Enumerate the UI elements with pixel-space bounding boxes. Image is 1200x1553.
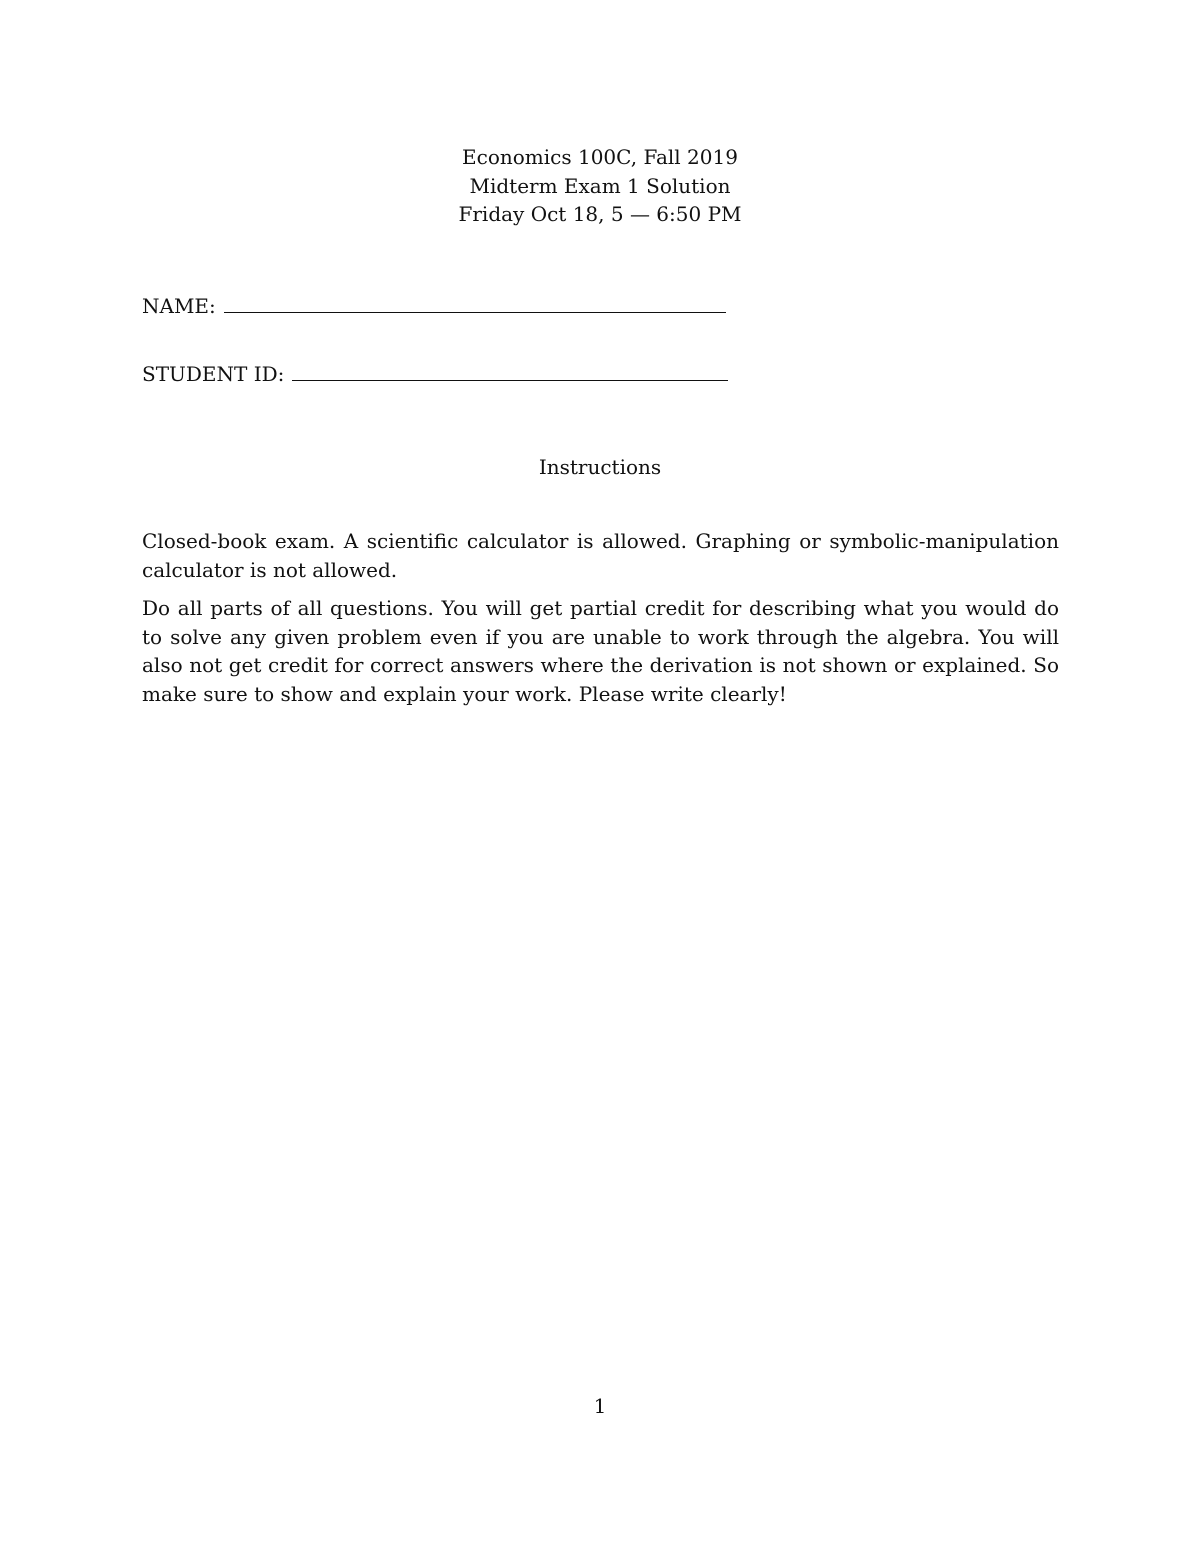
name-label: NAME:: [142, 294, 216, 318]
student-id-label: STUDENT ID:: [142, 362, 285, 386]
student-id-field[interactable]: [142, 360, 728, 388]
exam-title: Midterm Exam 1 Solution: [469, 173, 731, 198]
name-blank-line[interactable]: [224, 292, 726, 313]
student-id-blank-line[interactable]: [292, 360, 728, 381]
instructions-heading: Instructions: [538, 455, 662, 479]
page-number: 1: [593, 1394, 607, 1418]
instructions-paragraph: Closed-book exam. A scientific calculator is allowed. Graphing or symbolic-manipulation calculator is not allowed.: [142, 529, 1059, 582]
instructions-paragraph: Do all parts of all questions. You will get partial credit for describing what you would do to solve any given problem even if you are unable to work through the algebra. You will also not get credit for correct answers where the derivation is not shown or explained. So make sure to show and explain your work. Please write clearly!: [142, 596, 1059, 706]
exam-datetime: Friday Oct 18, 5 — 6:50 PM: [458, 202, 742, 226]
title-block: [0, 143, 1200, 229]
course-title: Economics 100C, Fall 2019: [462, 145, 738, 169]
name-field[interactable]: [142, 292, 726, 320]
